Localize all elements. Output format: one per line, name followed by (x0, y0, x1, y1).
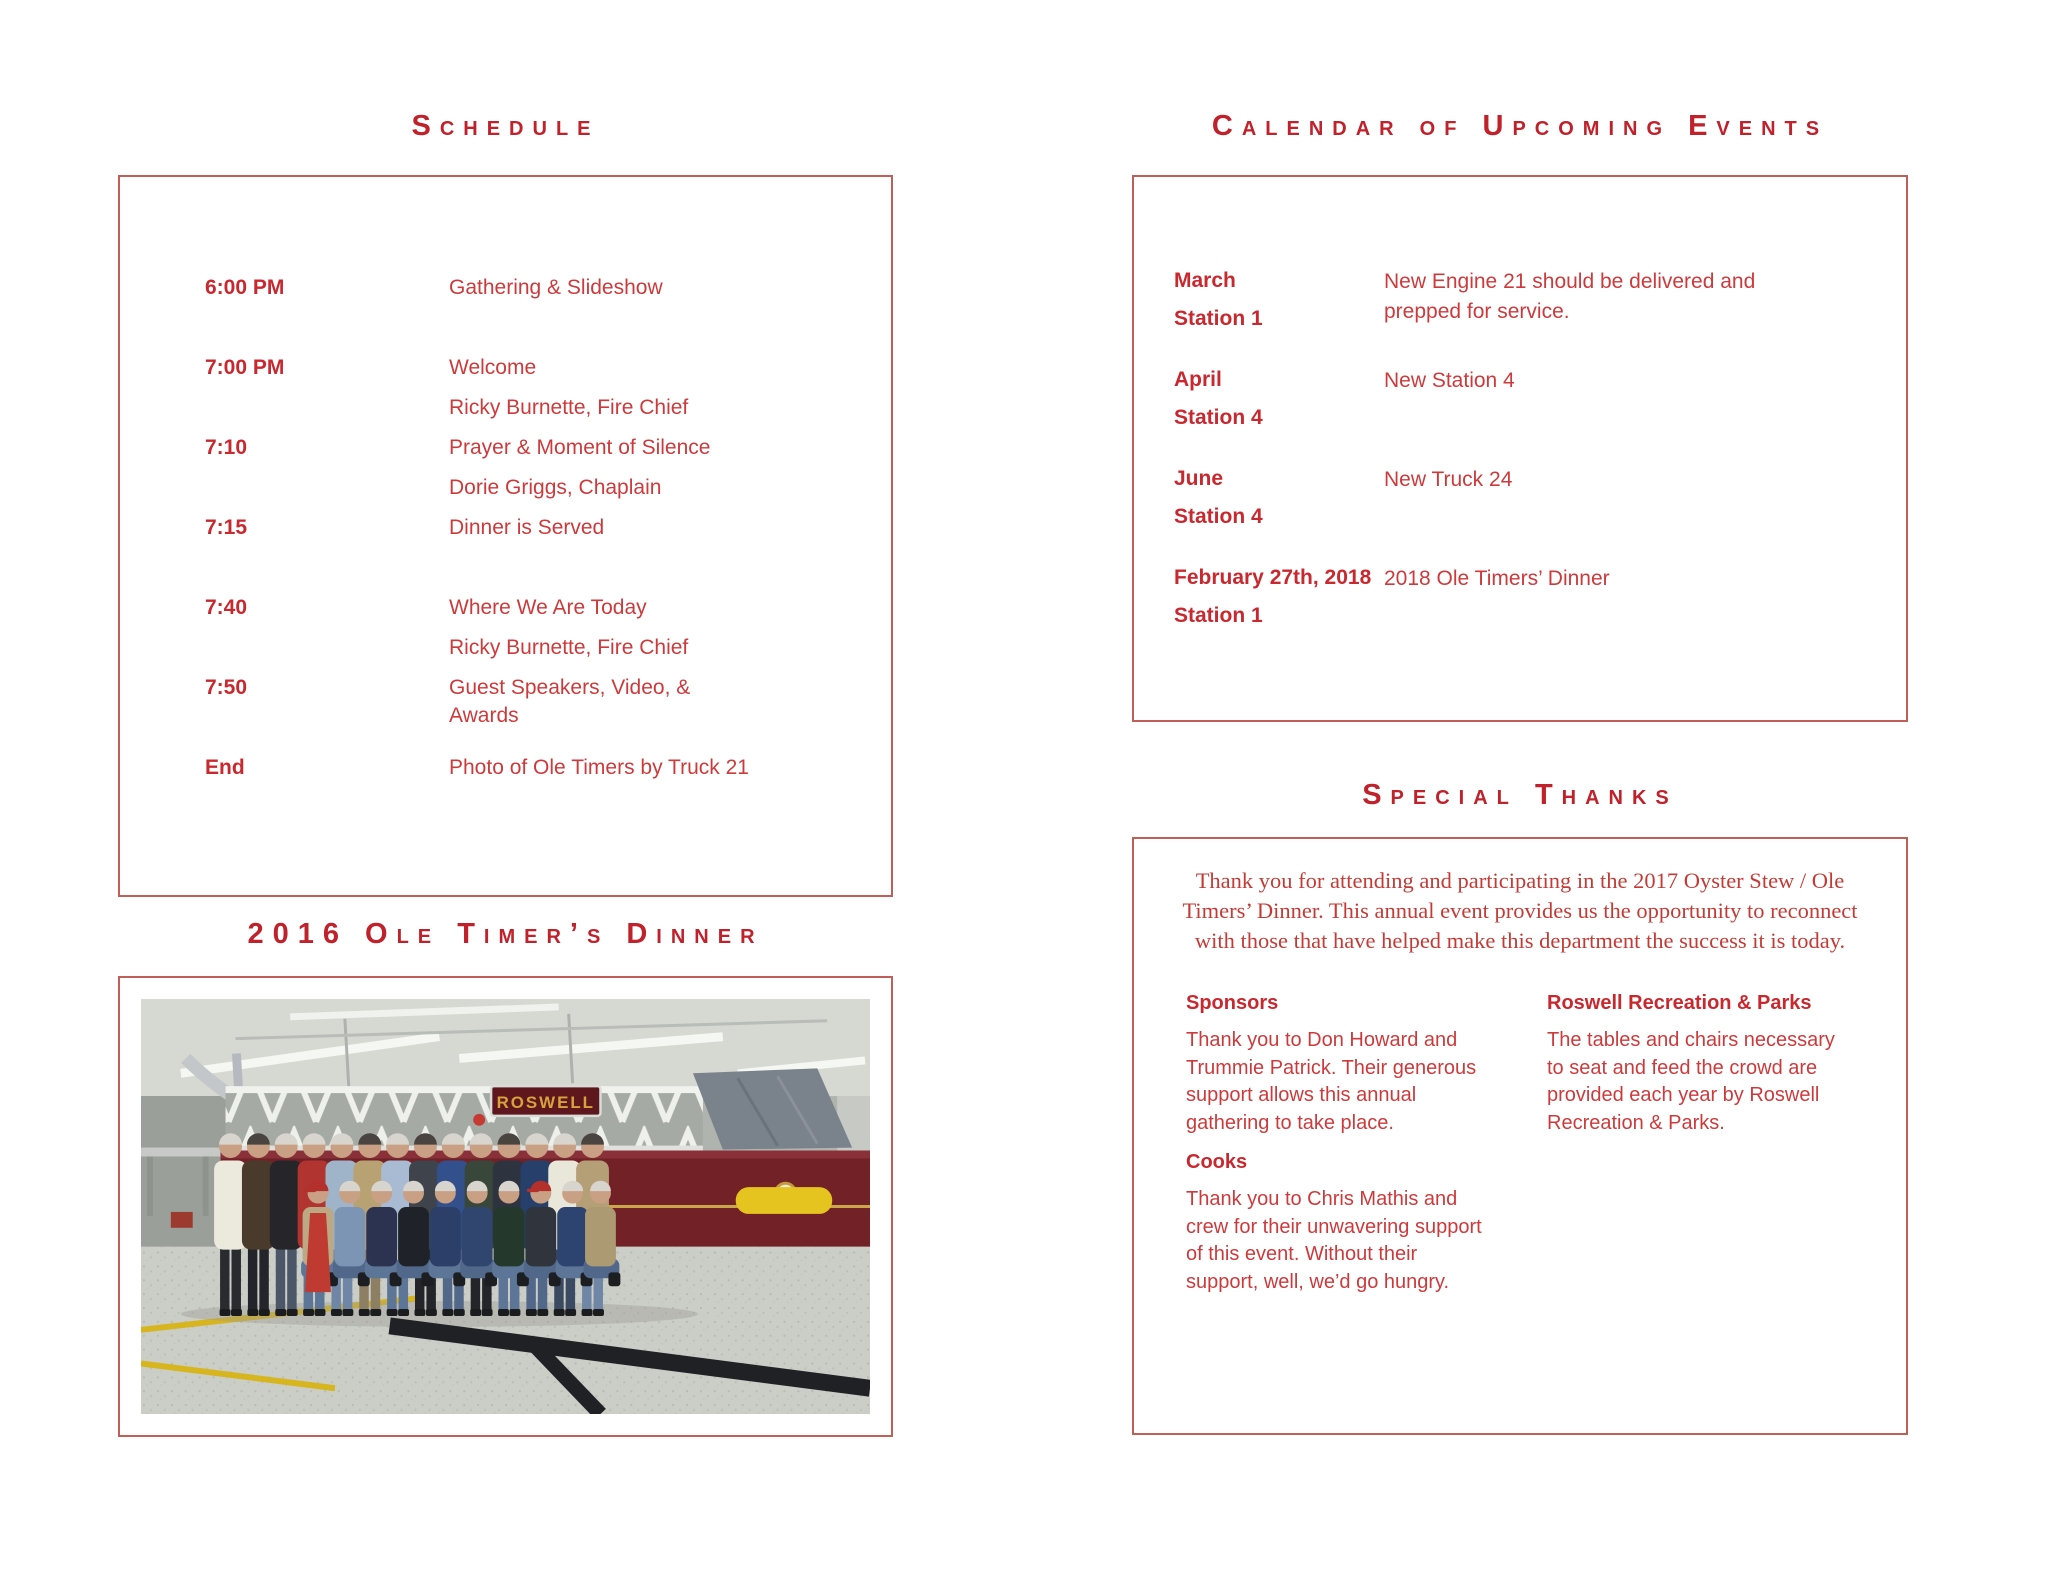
calendar-section-title: Calendar of Upcoming Events (1211, 110, 1829, 142)
yellow-tank (736, 1187, 832, 1214)
group-photo (141, 999, 870, 1414)
schedule-desc-cont: Awards (449, 704, 519, 727)
schedule-desc-cell (449, 754, 789, 794)
schedule-desc: Gathering & Slideshow (449, 276, 663, 299)
thanks-section-title: Special Thanks (1362, 779, 1678, 811)
schedule-time: 7:40 (205, 596, 248, 619)
schedule-row (205, 434, 891, 514)
calendar-list (1134, 177, 1906, 663)
truck-sign-text: ROSWELL (496, 1092, 595, 1112)
calendar-event: New Truck 24 (1384, 468, 1513, 491)
photo-frame (118, 976, 893, 1437)
schedule-panel (118, 175, 893, 897)
schedule-desc: Prayer & Moment of Silence (449, 436, 711, 459)
schedule-desc: Where We Are Today (449, 596, 647, 619)
schedule-row (205, 594, 891, 674)
beacon-light (473, 1114, 485, 1126)
calendar-event: 2018 Ole Timers’ Dinner (1384, 567, 1610, 590)
thanks-body-sponsors: Thank you to Don Howard and Trummie Patrick. Their generous support allows this annual gathering to take place. (1186, 1029, 1477, 1134)
schedule-time: End (205, 756, 245, 779)
calendar-when-cell (1174, 465, 1344, 531)
schedule-row (205, 354, 891, 434)
calendar-station: Station 4 (1174, 505, 1263, 528)
ladder-top-chord (226, 1086, 703, 1093)
schedule-row (205, 514, 891, 594)
schedule-row (205, 674, 891, 754)
schedule-time: 7:10 (205, 436, 248, 459)
calendar-event: New Engine 21 should be delivered and prepped for service. (1384, 270, 1756, 323)
calendar-station: Station 1 (1174, 604, 1263, 627)
thanks-heading-cooks: Cooks (1186, 1151, 1248, 1173)
calendar-row (1174, 465, 1906, 564)
schedule-time: 7:50 (205, 676, 248, 699)
calendar-month: June (1174, 467, 1224, 490)
calendar-when-cell (1174, 564, 1372, 630)
thanks-right-column (1547, 992, 1857, 1310)
calendar-date: February 27th, 2018 (1174, 566, 1372, 589)
schedule-presenter: Dorie Griggs, Chaplain (449, 476, 662, 499)
schedule-desc-cell (449, 514, 789, 554)
thanks-intro: Thank you for attending and participating in the 2017 Oyster Stew / Ole Timers’ Dinner. This annual event provides us the opportunity to reconnect with those that have helped make this department the success it is today. (1182, 868, 1858, 953)
schedule-section-title: Schedule (411, 110, 600, 142)
calendar-when-cell (1174, 366, 1344, 432)
calendar-month: April (1174, 368, 1222, 391)
crowd-shadow (181, 1301, 698, 1327)
schedule-presenter: Ricky Burnette, Fire Chief (449, 396, 689, 419)
calendar-event: New Station 4 (1384, 369, 1515, 392)
thanks-heading-recreation: Roswell Recreation & Parks (1547, 992, 1812, 1014)
calendar-row (1174, 564, 1906, 663)
calendar-month: March (1174, 269, 1236, 292)
thanks-panel (1132, 837, 1908, 1435)
calendar-when-cell (1174, 267, 1344, 333)
work-table (141, 1148, 223, 1157)
schedule-row (205, 274, 891, 354)
red-cart (171, 1212, 193, 1228)
calendar-row (1174, 267, 1906, 366)
schedule-desc-cell (449, 434, 789, 502)
calendar-station: Station 1 (1174, 307, 1263, 330)
table-leg (147, 1156, 153, 1215)
schedule-desc: Guest Speakers, Video, & (449, 676, 691, 699)
thanks-heading-sponsors: Sponsors (1186, 992, 1279, 1014)
schedule-desc: Dinner is Served (449, 516, 605, 539)
schedule-row (205, 754, 891, 834)
thanks-left-column (1186, 992, 1491, 1310)
calendar-row (1174, 366, 1906, 465)
schedule-desc-cell (449, 594, 789, 662)
schedule-desc-cell (449, 674, 789, 742)
schedule-desc: Welcome (449, 356, 537, 379)
thanks-body-recreation: The tables and chairs necessary to seat and feed the crowd are provided each year by Roswell Recreation & Parks. (1547, 1029, 1835, 1134)
schedule-presenter: Ricky Burnette, Fire Chief (449, 636, 689, 659)
schedule-time: 7:00 PM (205, 356, 285, 379)
schedule-desc-cell (449, 274, 789, 314)
calendar-station: Station 4 (1174, 406, 1263, 429)
thanks-body-cooks: Thank you to Chris Mathis and crew for their unwavering support of this event. Without their support, well, we’d go hungry. (1186, 1188, 1482, 1293)
calendar-panel (1132, 175, 1908, 722)
schedule-list (120, 177, 891, 834)
table-leg (203, 1156, 209, 1215)
schedule-time: 7:15 (205, 516, 248, 539)
photo-section-title: 2016 Ole Timer’s Dinner (247, 918, 764, 950)
schedule-desc-cell (449, 354, 789, 422)
schedule-time: 6:00 PM (205, 276, 285, 299)
thanks-columns (1134, 956, 1906, 1310)
schedule-desc: Photo of Ole Timers by Truck 21 (449, 756, 749, 779)
